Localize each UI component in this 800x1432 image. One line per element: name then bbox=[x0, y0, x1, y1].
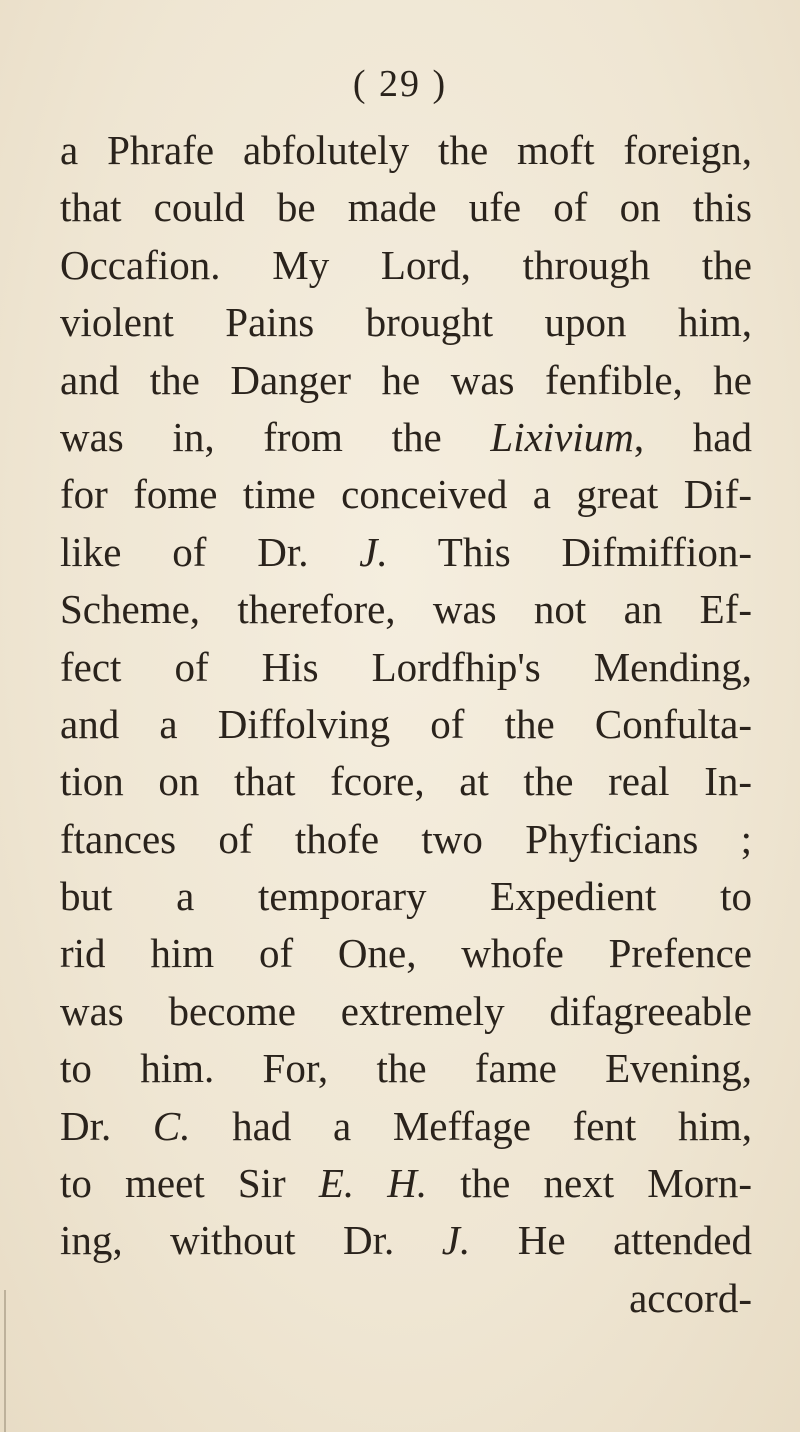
catchword-line bbox=[60, 1270, 752, 1327]
text-line bbox=[60, 753, 752, 810]
body-text bbox=[60, 122, 752, 1327]
text-line bbox=[60, 294, 752, 351]
text-line bbox=[60, 811, 752, 868]
italic-initial: C. bbox=[152, 1102, 191, 1149]
page-edge-mark bbox=[4, 1290, 6, 1432]
catchword: accord- bbox=[629, 1274, 752, 1321]
text-segment: to him. For, the fame Evening, bbox=[60, 1045, 752, 1092]
text-line bbox=[60, 237, 752, 294]
text-segment: was in, from the bbox=[60, 413, 491, 460]
text-segment: Dr. bbox=[60, 1102, 153, 1149]
text-line bbox=[60, 983, 752, 1040]
text-segment: but a temporary Expedient to bbox=[60, 873, 752, 920]
text-line bbox=[60, 352, 752, 409]
text-segment: ing, without Dr. bbox=[60, 1217, 442, 1264]
italic-initial: J. bbox=[359, 528, 388, 575]
text-line bbox=[60, 696, 752, 753]
text-segment: tion on that fcore, at the real In- bbox=[60, 758, 752, 805]
page-number: ( 29 ) bbox=[352, 63, 448, 105]
text-line bbox=[60, 1155, 752, 1212]
text-segment: rid him of One, whofe Prefence bbox=[60, 930, 752, 977]
text-segment: ftances of thofe two Phyficians ; bbox=[60, 815, 752, 862]
text-line bbox=[60, 466, 752, 523]
text-segment: Scheme, therefore, was not an Ef- bbox=[60, 586, 752, 633]
text-segment: , had bbox=[633, 413, 752, 460]
text-line bbox=[60, 409, 752, 466]
text-line bbox=[60, 581, 752, 638]
text-line bbox=[60, 925, 752, 982]
text-segment: like of Dr. bbox=[60, 528, 360, 575]
text-segment: the next Morn- bbox=[427, 1160, 752, 1207]
text-segment: fect of His Lordfhip's Mending, bbox=[60, 643, 752, 690]
text-line bbox=[60, 1040, 752, 1097]
text-segment: for fome time conceived a great Dif- bbox=[60, 471, 752, 518]
text-segment: He attended bbox=[470, 1217, 752, 1264]
italic-term: Lixivium bbox=[490, 413, 634, 460]
italic-initial: J. bbox=[441, 1217, 471, 1264]
text-line bbox=[60, 524, 752, 581]
text-segment: was become extremely difagreeable bbox=[60, 987, 752, 1034]
text-segment: Occafion. My Lord, through the bbox=[60, 241, 752, 288]
text-segment: had a Meffage fent him, bbox=[190, 1102, 752, 1149]
text-line bbox=[60, 868, 752, 925]
text-segment: that could be made ufe of on this bbox=[60, 184, 752, 231]
text-segment: and the Danger he was fenfible, he bbox=[60, 356, 752, 403]
text-segment: This Difmiffion- bbox=[387, 528, 752, 575]
text-line bbox=[60, 179, 752, 236]
text-line bbox=[60, 1098, 752, 1155]
text-line bbox=[60, 639, 752, 696]
text-segment: and a Diffolving of the Confulta- bbox=[60, 700, 752, 747]
text-line bbox=[60, 122, 752, 179]
text-segment: a Phrafe abfolutely the moft foreign, bbox=[60, 127, 752, 173]
text-segment: violent Pains brought upon him, bbox=[60, 299, 752, 346]
text-line bbox=[60, 1212, 752, 1269]
italic-initial: E. H. bbox=[318, 1160, 428, 1207]
text-segment: to meet Sir bbox=[60, 1160, 319, 1207]
